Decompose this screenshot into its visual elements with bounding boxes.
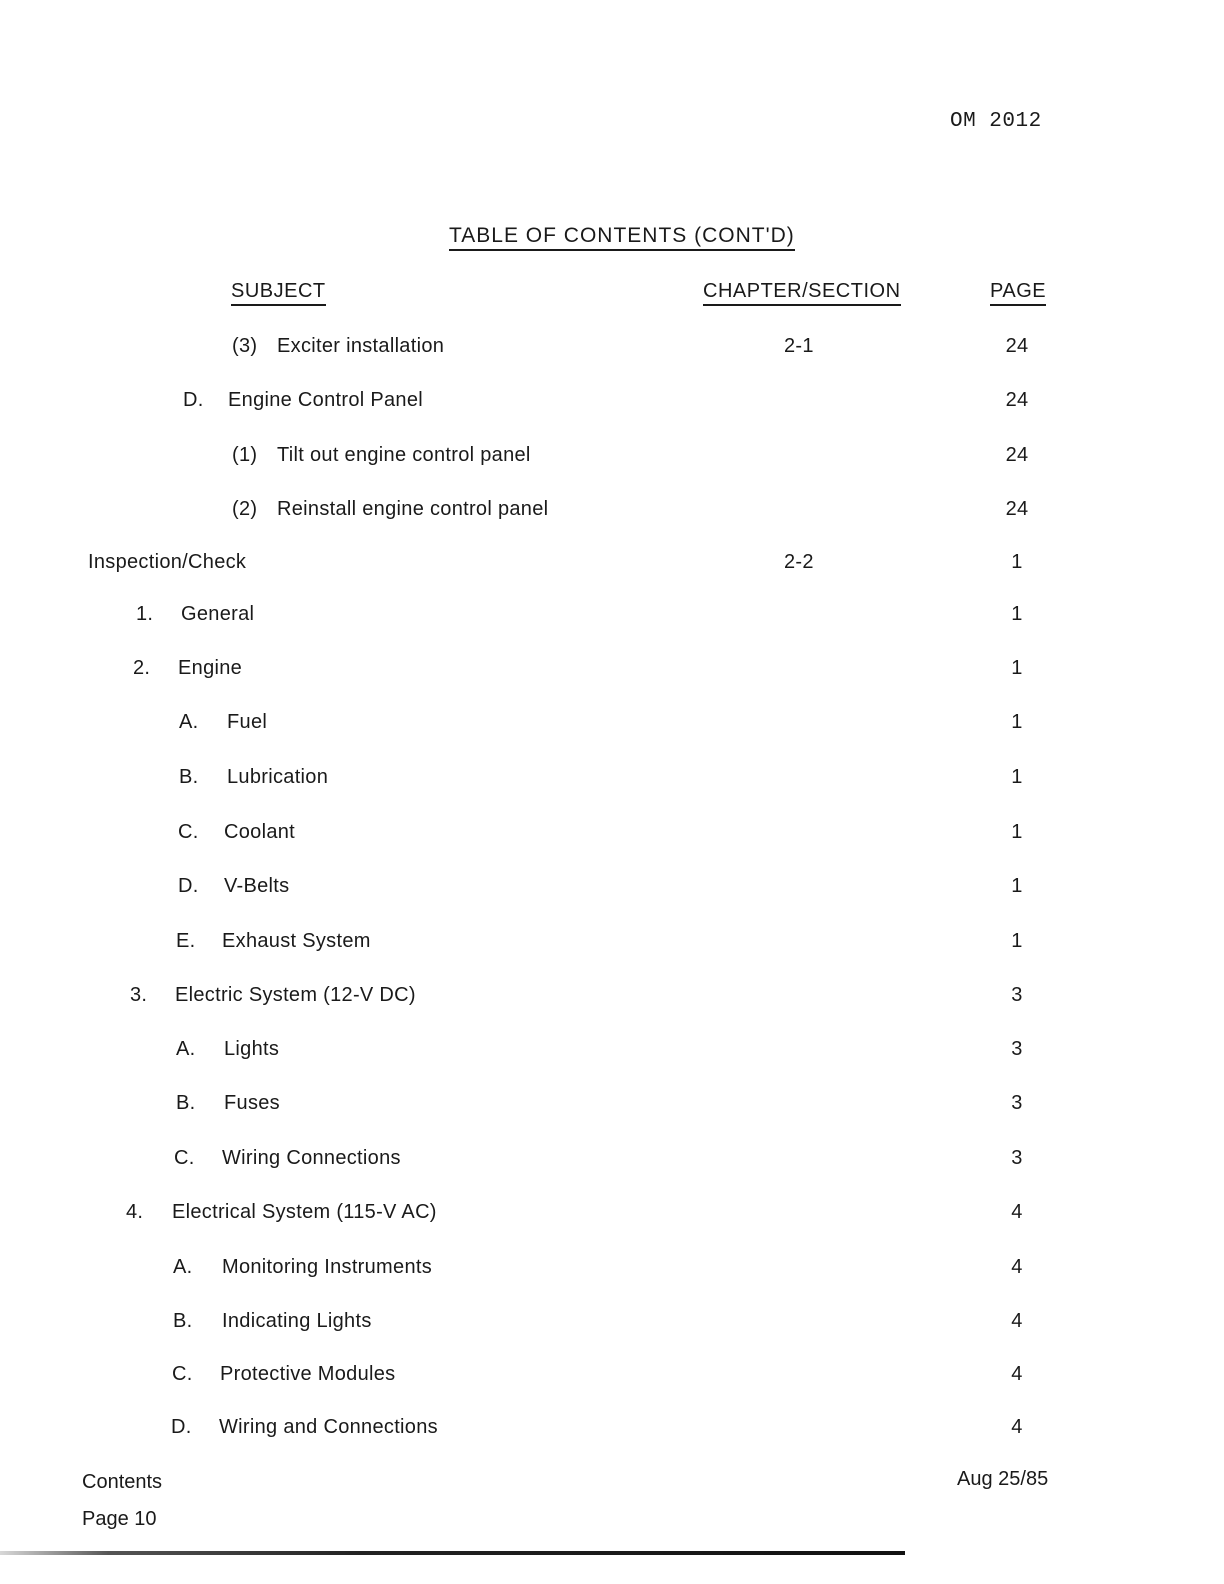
toc-page: 1 — [1011, 821, 1023, 843]
toc-subject: Reinstall engine control panel — [277, 498, 549, 520]
toc-subject: Wiring and Connections — [219, 1416, 438, 1438]
toc-row — [0, 1201, 1224, 1231]
toc-marker: 3. — [130, 984, 148, 1006]
toc-marker: E. — [176, 930, 196, 952]
toc-row — [0, 984, 1224, 1014]
toc-page: 24 — [1005, 389, 1029, 411]
toc-marker: C. — [172, 1363, 193, 1385]
toc-page: 4 — [1011, 1416, 1023, 1438]
toc-row — [0, 603, 1224, 633]
toc-row — [0, 711, 1224, 741]
footer-page-number: Page 10 — [82, 1508, 157, 1530]
toc-marker: A. — [173, 1256, 193, 1278]
toc-row — [0, 1038, 1224, 1068]
toc-subject: Monitoring Instruments — [222, 1256, 433, 1278]
toc-page: 24 — [1005, 335, 1029, 357]
toc-page: 1 — [1011, 766, 1023, 788]
toc-page: 1 — [1011, 875, 1023, 897]
toc-marker: C. — [174, 1147, 195, 1169]
toc-page: 24 — [1005, 444, 1029, 466]
toc-subject: Wiring Connections — [222, 1147, 401, 1169]
column-header-subject: SUBJECT — [231, 280, 326, 306]
toc-row — [0, 821, 1224, 851]
toc-marker: A. — [179, 711, 199, 733]
toc-row — [0, 1363, 1224, 1393]
toc-marker: 1. — [136, 603, 154, 625]
toc-marker: B. — [173, 1310, 193, 1332]
toc-page: 24 — [1005, 498, 1029, 520]
toc-page: 3 — [1011, 1038, 1023, 1060]
toc-subject: Electric System (12-V DC) — [175, 984, 416, 1006]
toc-row — [0, 551, 1224, 581]
toc-marker: D. — [171, 1416, 192, 1438]
toc-marker: (3) — [232, 335, 258, 357]
toc-row — [0, 1092, 1224, 1122]
toc-page: 4 — [1011, 1310, 1023, 1332]
toc-marker: B. — [176, 1092, 196, 1114]
toc-chapter: 2-1 — [784, 335, 814, 357]
toc-marker: D. — [178, 875, 199, 897]
toc-page: 3 — [1011, 984, 1023, 1006]
toc-page: 4 — [1011, 1256, 1023, 1278]
footer-section: Contents — [82, 1471, 163, 1493]
toc-subject: Electrical System (115-V AC) — [172, 1201, 437, 1223]
toc-row — [0, 657, 1224, 687]
toc-row — [0, 875, 1224, 905]
toc-row — [0, 1416, 1224, 1446]
toc-subject: Exhaust System — [222, 930, 371, 952]
toc-marker: 2. — [133, 657, 151, 679]
toc-chapter: 2-2 — [784, 551, 814, 573]
toc-subject: Fuel — [227, 711, 268, 733]
document-id: OM 2012 — [950, 110, 1042, 133]
toc-row — [0, 1310, 1224, 1340]
toc-subject: Tilt out engine control panel — [277, 444, 531, 466]
footer-left — [82, 1464, 162, 1538]
toc-subject: Indicating Lights — [222, 1310, 372, 1332]
toc-row — [0, 930, 1224, 960]
toc-row — [0, 498, 1224, 528]
toc-marker: A. — [176, 1038, 196, 1060]
toc-page: 1 — [1011, 930, 1023, 952]
toc-subject: General — [181, 603, 255, 625]
toc-marker: (1) — [232, 444, 258, 466]
toc-page: 1 — [1011, 657, 1023, 679]
toc-row — [0, 389, 1224, 419]
toc-row — [0, 1256, 1224, 1286]
toc-subject: Fuses — [224, 1092, 280, 1114]
toc-row — [0, 766, 1224, 796]
scan-edge-line — [0, 1551, 905, 1555]
toc-page: 1 — [1011, 603, 1023, 625]
toc-marker: 4. — [126, 1201, 144, 1223]
toc-row — [0, 444, 1224, 474]
toc-marker: D. — [183, 389, 204, 411]
toc-subject: Engine Control Panel — [228, 389, 424, 411]
toc-subject: Inspection/Check — [88, 551, 247, 573]
toc-subject: Lights — [224, 1038, 280, 1060]
column-header-page: PAGE — [990, 280, 1046, 306]
toc-subject: V-Belts — [224, 875, 290, 897]
toc-page: 1 — [1011, 551, 1023, 573]
toc-row — [0, 335, 1224, 365]
toc-subject: Lubrication — [227, 766, 329, 788]
toc-marker: C. — [178, 821, 199, 843]
page-title: TABLE OF CONTENTS (CONT'D) — [449, 224, 795, 251]
toc-page: 4 — [1011, 1363, 1023, 1385]
toc-subject: Exciter installation — [277, 335, 445, 357]
toc-marker: B. — [179, 766, 199, 788]
footer-date: Aug 25/85 — [957, 1468, 1049, 1490]
column-header-chapter: CHAPTER/SECTION — [703, 280, 901, 306]
toc-subject: Coolant — [224, 821, 296, 843]
toc-page: 1 — [1011, 711, 1023, 733]
toc-page: 3 — [1011, 1092, 1023, 1114]
toc-subject: Engine — [178, 657, 243, 679]
toc-row — [0, 1147, 1224, 1177]
toc-subject: Protective Modules — [220, 1363, 396, 1385]
toc-page: 4 — [1011, 1201, 1023, 1223]
toc-page: 3 — [1011, 1147, 1023, 1169]
toc-marker: (2) — [232, 498, 258, 520]
